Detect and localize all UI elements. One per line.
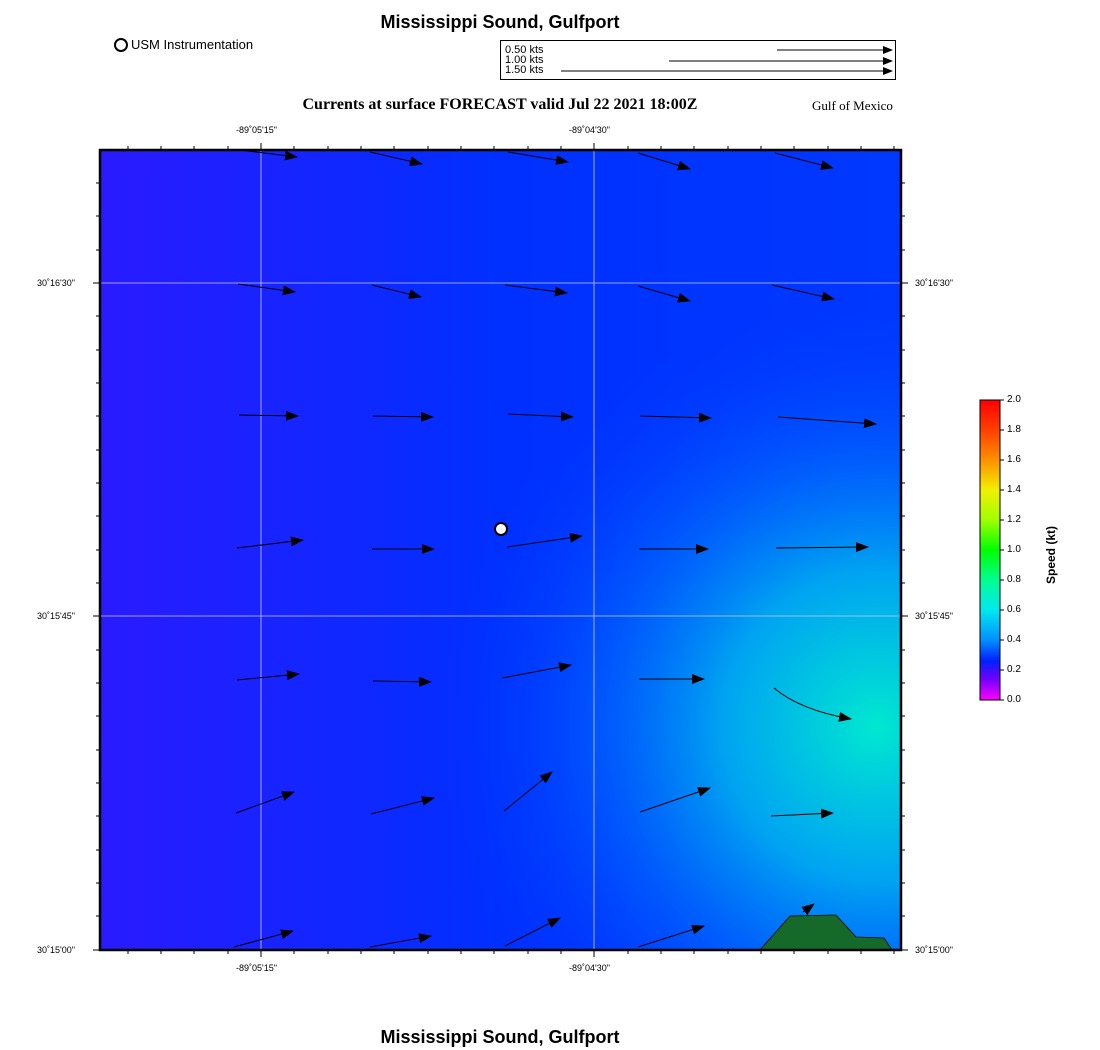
scale-label-150: 1.50 kts (505, 64, 544, 76)
scale-label-050: 0.50 kts (505, 44, 544, 56)
forecast-subtitle: Currents at surface FORECAST valid Jul 22 2021 18:00Z (302, 96, 698, 113)
colorbar-ticks (1000, 400, 1004, 700)
colorbar-label-0-4: 0.4 (1007, 634, 1021, 645)
colorbar-label-1-2: 1.2 (1007, 514, 1021, 525)
lat-tick-left-1: 30˚16'30" (37, 278, 75, 288)
colorbar-label-0-6: 0.6 (1007, 604, 1021, 615)
colorbar-label-0-2: 0.2 (1007, 664, 1021, 675)
map-title-bottom: Mississippi Sound, Gulfport (380, 1027, 620, 1047)
lon-tick-bottom-2: -89˚04'30" (569, 963, 610, 973)
usm-legend-label: USM Instrumentation (131, 37, 254, 52)
colorbar-label-2-0: 2.0 (1007, 394, 1021, 405)
lon-tick-top-1: -89˚05'15" (236, 125, 277, 135)
colorbar-label-1-6: 1.6 (1007, 454, 1021, 465)
colorbar-label-0-8: 0.8 (1007, 574, 1021, 585)
lon-tick-top-2: -89˚04'30" (569, 125, 610, 135)
colorbar-label-1-8: 1.8 (1007, 424, 1021, 435)
lat-tick-right-2: 30˚15'45" (915, 611, 953, 621)
map-title-top: Mississippi Sound, Gulfport (380, 12, 620, 32)
colorbar-gradient (980, 400, 1000, 700)
scale-label-100: 1.00 kts (505, 54, 544, 66)
colorbar-label-0-0: 0.0 (1007, 694, 1021, 705)
colorbar-label-1-0: 1.0 (1007, 544, 1021, 555)
region-label: Gulf of Mexico (812, 98, 893, 113)
speed-field-highlight (100, 150, 901, 950)
usm-instrument-marker[interactable] (495, 523, 507, 535)
colorbar-title: Speed (kt) (1044, 525, 1058, 584)
lat-tick-left-3: 30˚15'00" (37, 945, 75, 955)
lat-tick-right-3: 30˚15'00" (915, 945, 953, 955)
colorbar-label-1-4: 1.4 (1007, 484, 1021, 495)
lat-tick-right-1: 30˚16'30" (915, 278, 953, 288)
lon-tick-bottom-1: -89˚05'15" (236, 963, 277, 973)
lat-tick-left-2: 30˚15'45" (37, 611, 75, 621)
